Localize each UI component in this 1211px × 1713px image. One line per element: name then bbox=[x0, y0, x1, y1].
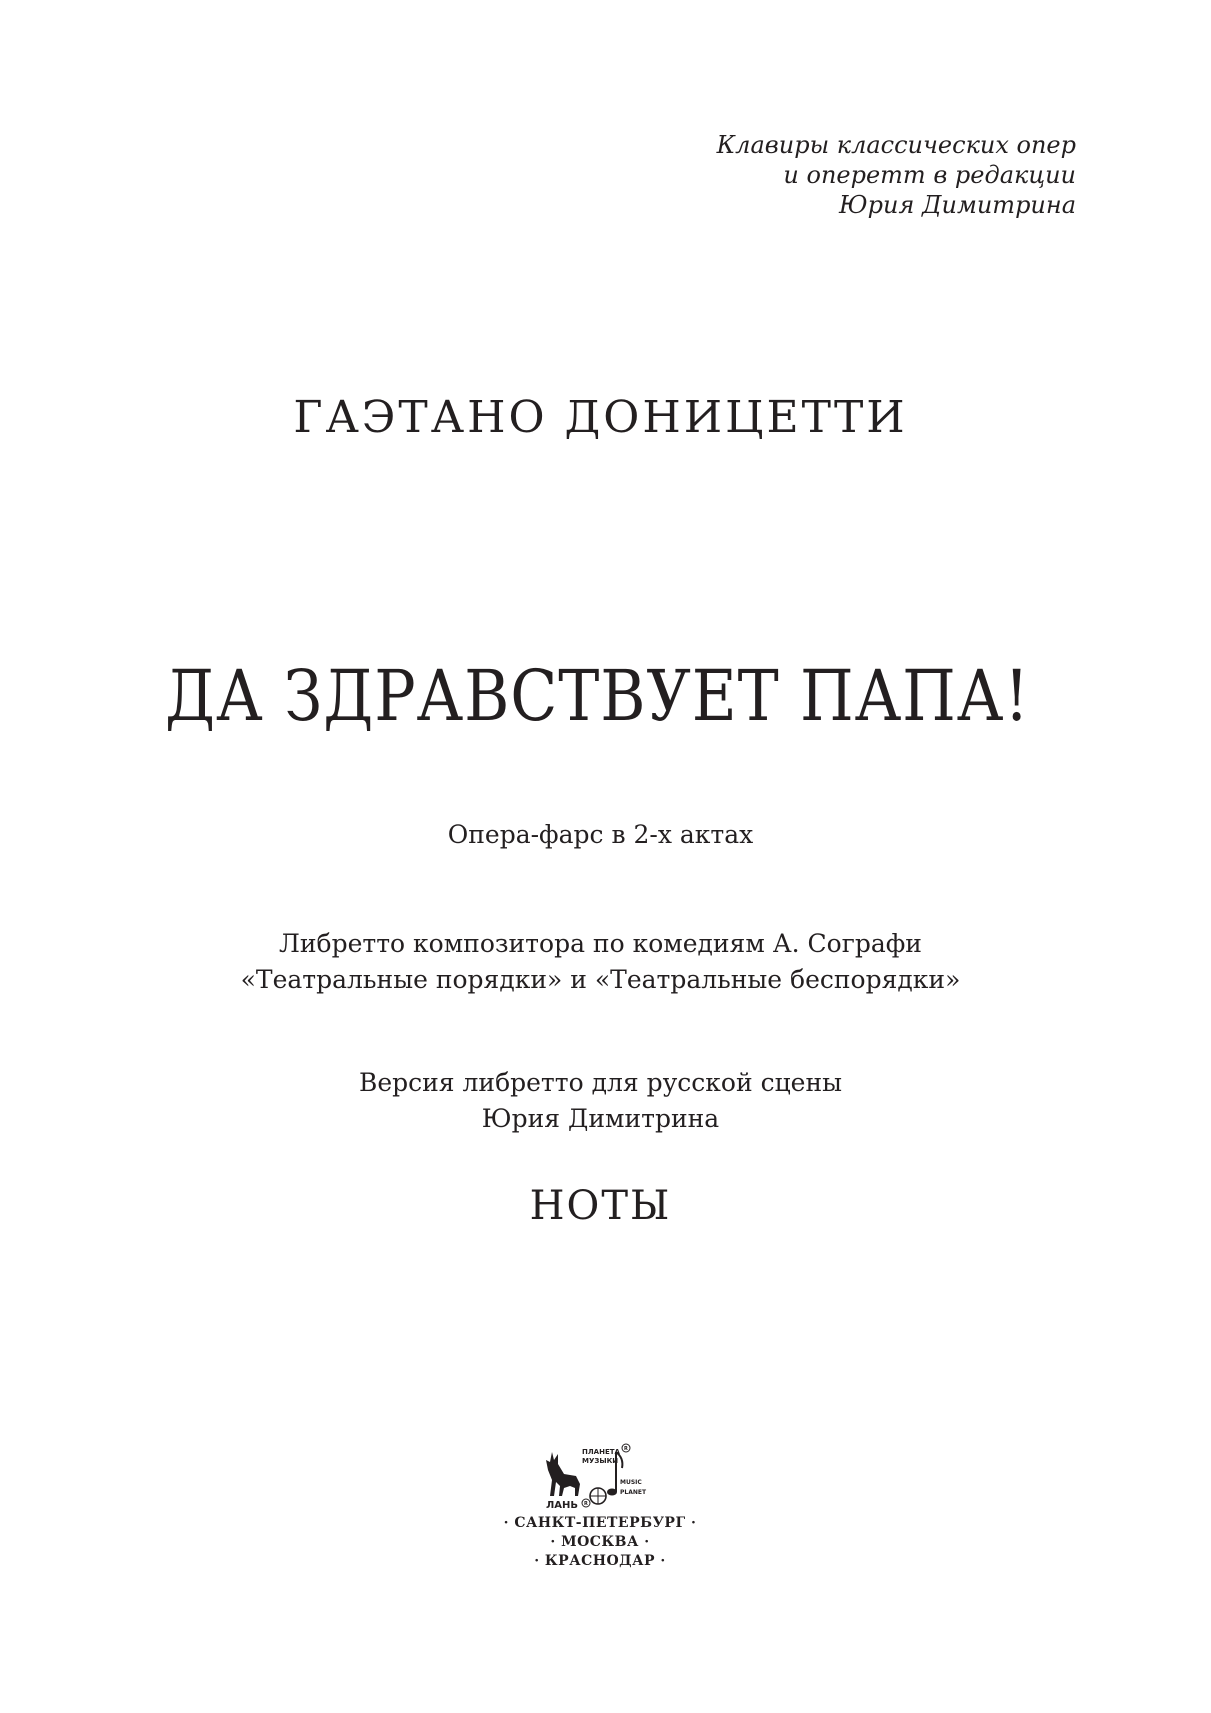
deer-icon bbox=[546, 1452, 580, 1496]
city-line: · МОСКВА · bbox=[550, 1534, 650, 1550]
series-line: Клавиры классических опер bbox=[716, 131, 1076, 159]
genre-subtitle: Опера-фарс в 2-х актах bbox=[447, 820, 754, 849]
city-line: · КРАСНОДАР · bbox=[534, 1553, 666, 1569]
svg-text:ПЛАНЕТА: ПЛАНЕТА bbox=[582, 1448, 620, 1456]
svg-text:R: R bbox=[584, 1501, 588, 1507]
city-line: · САНКТ-ПЕТЕРБУРГ · bbox=[503, 1515, 697, 1531]
version-line: Версия либретто для русской сцены bbox=[358, 1068, 843, 1097]
version-line: Юрия Димитрина bbox=[481, 1104, 720, 1133]
publisher-cities bbox=[480, 1514, 720, 1571]
version-credit bbox=[0, 1065, 1206, 1137]
libretto-line: Либретто композитора по комедиям А. Сографи bbox=[279, 929, 922, 958]
svg-text:MUSIC: MUSIC bbox=[620, 1479, 642, 1486]
libretto-credit bbox=[0, 926, 1206, 998]
series-note bbox=[596, 130, 1076, 220]
svg-text:R: R bbox=[624, 1446, 628, 1452]
publisher-logo-block bbox=[480, 1440, 720, 1590]
svg-text:PLANET: PLANET bbox=[620, 1489, 647, 1496]
svg-text:ЛАНЬ: ЛАНЬ bbox=[546, 1500, 579, 1511]
libretto-line: «Театральные порядки» и «Театральные беспорядки» bbox=[240, 965, 961, 994]
publisher-logo bbox=[542, 1440, 662, 1512]
notes-label: НОТЫ bbox=[529, 1183, 672, 1229]
work-title: ДА ЗДРАВСТВУЕТ ПАПА! bbox=[165, 655, 1030, 737]
composer-name: ГАЭТАНО ДОНИЦЕТТИ bbox=[293, 392, 908, 443]
svg-text:МУЗЫКИ: МУЗЫКИ bbox=[582, 1457, 619, 1465]
series-line: Юрия Димитрина bbox=[839, 191, 1076, 219]
series-line: и оперетт в редакции bbox=[783, 161, 1076, 189]
